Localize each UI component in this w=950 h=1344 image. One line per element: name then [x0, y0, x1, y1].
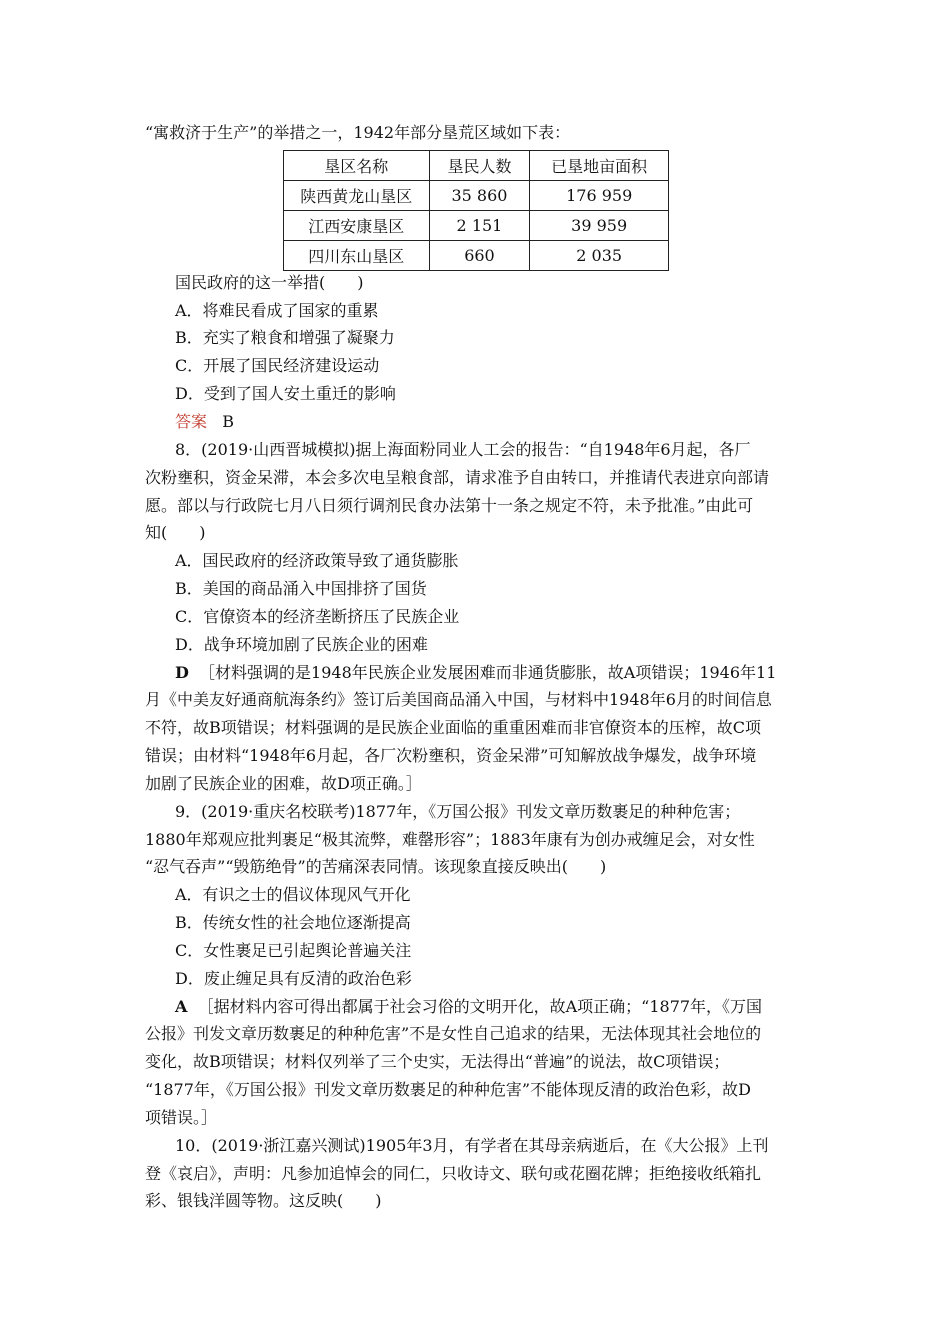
q7-option-c: C．开展了国民经济建设运动	[175, 356, 380, 375]
q9-option-c: C．女性裹足已引起舆论普遍关注	[175, 941, 412, 960]
q8-answer-letter: D	[175, 663, 189, 682]
table-cell: 四川东山垦区	[284, 241, 430, 271]
q8-line-1: 8．(2019·山西晋城模拟)据上海面粉同业人工会的报告：“自1948年6月起，各厂	[175, 440, 751, 459]
q9-option-a: A．有识之士的倡议体现风气开化	[175, 885, 411, 904]
q7-stem: 国民政府的这一举措( )	[175, 273, 364, 292]
reclaim-table	[283, 150, 669, 271]
q9-explanation-text: ［据材料内容可得出都属于社会习俗的文明开化，故A项正确；“1877年，《万国	[197, 997, 763, 1016]
q10-line-1: 10．(2019·浙江嘉兴测试)1905年3月，有学者在其母亲病逝后，在《大公报》上刊	[175, 1136, 769, 1155]
answer-value: B	[222, 412, 235, 431]
table-cell: 660	[429, 241, 530, 271]
q8-option-b: B．美国的商品涌入中国排挤了国货	[175, 579, 427, 598]
q7-option-a: A．将难民看成了国家的重累	[175, 301, 379, 320]
table-cell: 江西安康垦区	[284, 211, 430, 241]
q9-explanation-line-3: 变化，故B项错误；材料仅列举了三个史实，无法得出“普遍”的说法，故C项错误；	[145, 1052, 730, 1071]
q9-line-2: 1880年郑观应批判裹足“极其流弊，难罄形容”；1883年康有为创办戒缠足会，对女性	[145, 830, 755, 849]
q9-answer-letter: A	[175, 997, 188, 1016]
table-cell: 39 959	[530, 211, 669, 241]
q9-option-b: B．传统女性的社会地位逐渐提高	[175, 913, 411, 932]
table-header-cell: 垦民人数	[429, 151, 530, 181]
table-cell: 2 151	[429, 211, 530, 241]
q9-line-1: 9．(2019·重庆名校联考)1877年，《万国公报》刊发文章历数裹足的种种危害；	[175, 802, 741, 821]
q8-line-2: 次粉壅积，资金呆滞，本会多次电呈粮食部，请求准予自由转口，并推请代表进京向部请	[145, 468, 770, 487]
table-cell: 35 860	[429, 181, 530, 211]
q9-option-d: D．废止缠足具有反清的政治色彩	[175, 969, 412, 988]
q8-line-3: 愿。部以与行政院七月八日须行调剂民食办法第十一条之规定不符，未予批准。”由此可	[145, 496, 754, 515]
q9-explanation-line-4: “1877年，《万国公报》刊发文章历数裹足的种种危害”不能体现反清的政治色彩，故D	[145, 1080, 751, 1099]
q8-option-c: C．官僚资本的经济垄断挤压了民族企业	[175, 607, 460, 626]
q10-line-2: 登《哀启》，声明：凡参加追悼会的同仁，只收诗文、联句或花圈花牌；拒绝接收纸箱扎	[145, 1164, 762, 1183]
table-header-cell: 已垦地亩面积	[530, 151, 669, 181]
q7-option-d: D．受到了国人安土重迁的影响	[175, 384, 396, 403]
q8-line-4: 知( )	[145, 523, 206, 542]
q8-explanation-line-5: 加剧了民族企业的困难，故D项正确。］	[145, 774, 422, 793]
answer-label: 答案	[175, 412, 208, 431]
table-row	[284, 181, 669, 211]
table-header-cell: 垦区名称	[284, 151, 430, 181]
q8-explanation-text: ［材料强调的是1948年民族企业发展困难而非通货膨胀，故A项错误；1946年11	[199, 663, 777, 682]
q8-explanation-line-4: 错误；由材料“1948年6月起，各厂次粉壅积，资金呆滞”可知解放战争爆发，战争环境	[145, 746, 757, 765]
q7-intro: “寓救济于生产”的举措之一，1942年部分垦荒区域如下表：	[145, 123, 571, 142]
q8-option-a: A．国民政府的经济政策导致了通货膨胀	[175, 551, 459, 570]
table-row	[284, 241, 669, 271]
q8-explanation-line-3: 不符，故B项错误；材料强调的是民族企业面临的重重困难而非官僚资本的压榨，故C项	[145, 718, 762, 737]
table-cell: 176 959	[530, 181, 669, 211]
q10-line-3: 彩、银钱洋圆等物。这反映( )	[145, 1191, 382, 1210]
q9-line-3: “忍气吞声”“毁筋绝骨”的苦痛深表同情。该现象直接反映出( )	[145, 857, 607, 876]
q7-answer	[175, 411, 234, 433]
q7-option-b: B．充实了粮食和增强了凝聚力	[175, 328, 395, 347]
q8-explanation-line-1	[175, 662, 776, 684]
q8-explanation-line-2: 月《中美友好通商航海条约》签订后美国商品涌入中国，与材料中1948年6月的时间信息	[145, 690, 772, 709]
table-cell: 陕西黄龙山垦区	[284, 181, 430, 211]
table-cell: 2 035	[530, 241, 669, 271]
table-row	[284, 211, 669, 241]
q8-option-d: D．战争环境加剧了民族企业的困难	[175, 635, 428, 654]
q9-explanation-line-5: 项错误。］	[145, 1108, 218, 1127]
q9-explanation-line-1	[175, 996, 762, 1018]
q9-explanation-line-2: 公报》刊发文章历数裹足的种种危害”不是女性自己追求的结果，无法体现其社会地位的	[145, 1024, 762, 1043]
table-header-row	[284, 151, 669, 181]
